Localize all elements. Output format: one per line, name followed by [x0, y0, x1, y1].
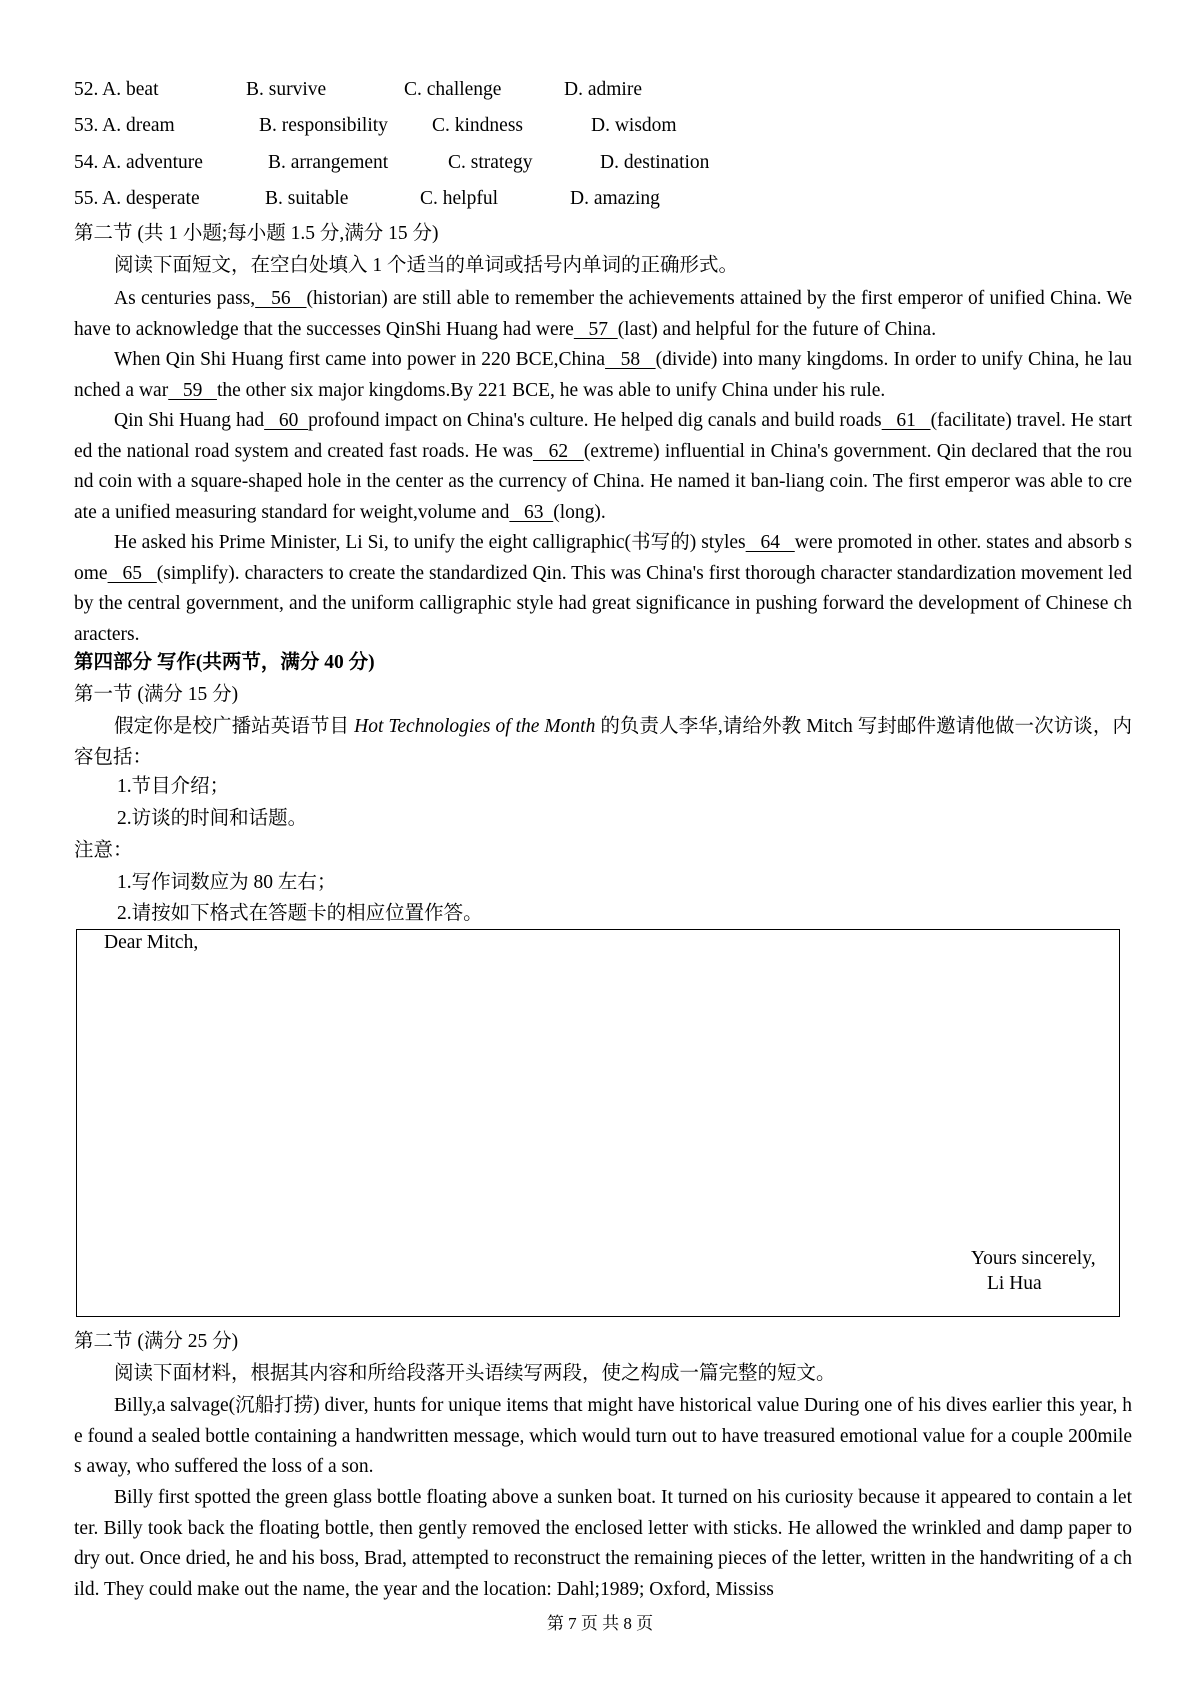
option-b: B. responsibility [259, 115, 388, 136]
prompt-text: 假定你是校广播站英语节目 [114, 716, 355, 737]
passage-text: (long). [553, 501, 606, 523]
blank-60: 60 [264, 410, 309, 431]
passage-text: (simplify). characters to create the standardized Qin. This was China's first thorough character standardization movement led by the central government, and the uniform calligraphic style had great significance in pushing forward the development of Chinese characters. [74, 562, 1132, 645]
passage-text: the other six major kingdoms.By 221 BCE, he was able to unify China under his rule. [216, 379, 886, 401]
option-d: D. amazing [570, 188, 660, 209]
blank-63: 63 [509, 501, 554, 523]
passage-paragraph [74, 528, 1132, 650]
letter-greeting: Dear Mitch, [104, 932, 199, 953]
note-label: 注意： [74, 840, 133, 861]
blank-62: 62 [532, 440, 584, 462]
story-paragraph: Billy,a salvage(沉船打捞) diver, hunts for unique items that might have historical value During one of his dives earlier this year, he found a sealed bottle containing a handwritten message, which would turn out to have treasured emotional value for a couple 200miles away, who suffered the loss of a son. [74, 1395, 1132, 1478]
writing-prompt [74, 712, 1132, 773]
note-item: 1.写作词数应为 80 左右； [117, 872, 337, 893]
blank-64: 64 [745, 532, 795, 553]
prompt-text: 的负责人李华,请给外教 Mitch 写封邮件邀请他做一次访谈，内容包括： [74, 716, 1132, 768]
letter-closing: Yours sincerely, [971, 1248, 1096, 1269]
passage-text: (divide) into many kingdoms. In order to unify China, he launched a war [74, 349, 1133, 401]
section-instruction: 阅读下面材料，根据其内容和所给段落开头语续写两段，使之构成一篇完整的短文。 [114, 1363, 836, 1384]
story-paragraph: Billy first spotted the green glass bottle floating above a sunken boat. It turned on his curiosity because it appeared to contain a letter. Billy took back the floating bottle, then gently removed the enclosed letter with sticks. He allowed the wrinkled and damp paper to dry out. Once dried, he and his boss, Brad, attempted to reconstruct the remaining pieces of the letter, written in the handwriting of a child. They could make out the name, the year and the location: Dahl;1989; Oxford, Mississ [74, 1487, 1132, 1600]
passage-text: He asked his Prime Minister, Li Si, to unify the eight calligraphic(书写的) styles [114, 532, 746, 553]
prompt-item: 1.节目介绍； [117, 776, 230, 797]
option-c: C. strategy [448, 152, 533, 173]
section-instruction: 阅读下面短文，在空白处填入 1 个适当的单词或括号内单词的正确形式。 [114, 255, 739, 276]
option-d: D. destination [600, 152, 710, 173]
option-c: C. challenge [404, 79, 502, 100]
passage-paragraph [74, 345, 1132, 406]
option-b: B. suitable [265, 188, 349, 209]
option-a: 53. A. dream [74, 115, 175, 136]
letter-answer-box [76, 929, 1120, 1317]
note-item: 2.请按如下格式在答题卡的相应位置作答。 [117, 903, 483, 924]
blank-57: 57 [573, 318, 618, 340]
blank-58: 58 [605, 349, 656, 370]
option-d: D. wisdom [591, 115, 677, 136]
section-heading: 第二节 (共 1 小题;每小题 1.5 分,满分 15 分) [74, 223, 439, 244]
option-c: C. helpful [420, 188, 498, 209]
passage-text: (extreme) influential in China's government. Qin declared that the round coin with a square-shaped hole in the center as the currency of China. He named it ban-liang coin. The first emperor was able to create a unified measuring standard for weight,volume and [74, 440, 1133, 523]
option-b: B. arrangement [268, 152, 389, 173]
passage-paragraph [74, 284, 1132, 345]
passage-text: (facilitate) travel. He started the national road system and created fast roads. He was [74, 410, 1133, 462]
passage-text: Qin Shi Huang had [114, 410, 265, 431]
blank-61: 61 [881, 410, 931, 431]
passage-text: As centuries pass, [114, 288, 256, 309]
option-c: C. kindness [432, 115, 524, 136]
option-d: D. admire [564, 79, 642, 100]
program-title: Hot Technologies of the Month [354, 716, 596, 737]
section-heading: 第一节 (满分 15 分) [74, 684, 239, 705]
blank-65: 65 [107, 562, 157, 584]
page-number: 第 7 页 共 8 页 [546, 1614, 654, 1633]
section-heading: 第二节 (满分 25 分) [74, 1331, 239, 1352]
option-a: 55. A. desperate [74, 188, 200, 209]
letter-signature: Li Hua [987, 1273, 1042, 1294]
blank-59: 59 [168, 379, 217, 401]
part-heading: 第四部分 写作(共两节，满分 40 分) [74, 652, 375, 673]
passage-text: (last) and helpful for the future of China. [617, 318, 937, 340]
passage-text: were promoted in other. states and absorb some [74, 532, 1132, 584]
option-b: B. survive [246, 79, 327, 100]
passage-paragraph [74, 406, 1132, 528]
passage-text: (historian) are still able to remember the achievements attained by the first emperor of unified China. We have to acknowledge that the successes QinShi Huang had were [74, 288, 1132, 340]
option-a: 52. A. beat [74, 79, 159, 100]
passage-text: profound impact on China's culture. He helped dig canals and build roads [308, 410, 882, 431]
prompt-item: 2.访谈的时间和话题。 [117, 808, 308, 829]
passage-text: When Qin Shi Huang first came into power in 220 BCE,China [114, 349, 606, 370]
blank-56: 56 [255, 288, 307, 309]
option-a: 54. A. adventure [74, 152, 203, 173]
